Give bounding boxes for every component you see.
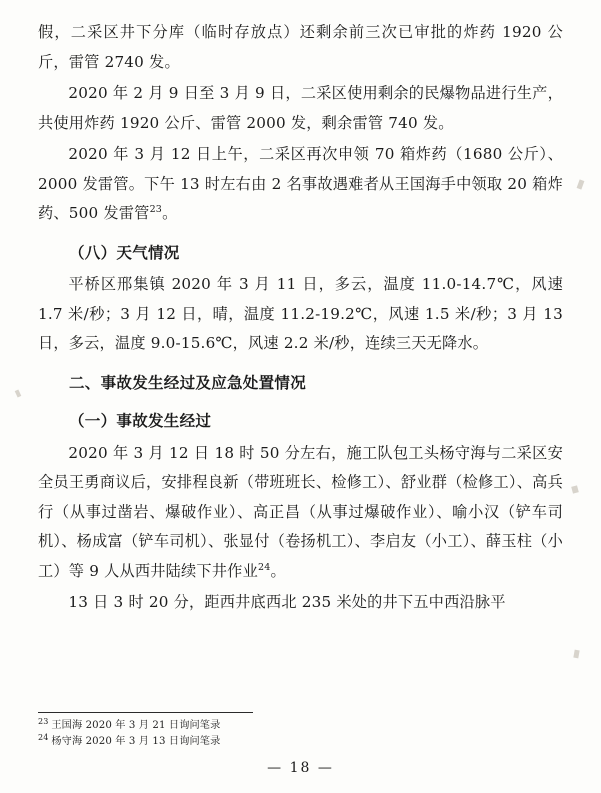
document-body (38, 18, 563, 620)
scan-artifact-mark (573, 650, 579, 659)
section-heading-weather: （八）天气情况 (69, 242, 180, 262)
page-number: — 18 — (267, 760, 334, 776)
paragraph-text: 2020 年 3 月 12 日上午，二采区再次申领 70 箱炸药（1680 公斤）、2000 发雷管。下午 13 时左右由 2 名事故遇难者从王国海手中领取 20 箱炸药、500 发雷管 (38, 145, 563, 222)
footnote-text: 杨守海 2020 年 3 月 13 日询问笔录 (51, 736, 221, 747)
paragraph (38, 79, 563, 138)
paragraph: 2020 年 3 月 12 日 18 时 50 分左右，施工队包工头杨守海与二采区安全员王勇商议后，安排程良新（带班班长、检修工）、舒业群（检修工）、高兵行（从事过凿岩、爆破作业）、高正昌（从事过爆破作业）、喻小汉（铲车司机）、杨成富（铲车司机）、张显付（卷扬机工）、李启友（小工）、薛玉柱（小工）等 9 人从西井陆续下井作业$^{24}$。 (38, 443, 563, 580)
footnote-divider (38, 712, 253, 713)
footnote-reference[interactable]: 24 (257, 561, 271, 573)
scan-artifact-mark (577, 179, 585, 189)
footnote-marker: 24 (38, 732, 49, 742)
paragraph: 2020 年 3 月 12 日上午，二采区再次申领 70 箱炸药（1680 公斤）、2000 发雷管。下午 13 时左右由 2 名事故遇难者从王国海手中领取 20 箱炸药、500 发雷管$^{23}$。 (38, 145, 563, 222)
paragraph-text: 平桥区邢集镇 2020 年 3 月 11 日，多云，温度 11.0-14.7℃，风速 1.7 米/秒；3 月 12 日，晴，温度 11.2-19.2℃，风速 1.5 米/秒；3 月 13 日，多云，温度 9.0-15.6℃，风速 2.2 米/秒，连续三天无降水。 (38, 275, 563, 352)
paragraph (38, 270, 563, 359)
section-heading-accident: 二、事故发生经过及应急处置情况 (69, 372, 307, 392)
scan-artifact-mark (571, 485, 579, 493)
footnote-text: 王国海 2020 年 3 月 21 日询问笔录 (51, 720, 221, 731)
subsection-heading-process: （一）事故发生经过 (69, 411, 212, 430)
paragraph-text: 2020 年 3 月 12 日 18 时 50 分左右，施工队包工头杨守海与二采区安全员王勇商议后，安排程良新（带班班长、检修工）、舒业群（检修工）、高兵行（从事过凿岩、爆破作业）、高正昌（从事过爆破作业）、喻小汉（铲车司机）、杨成富（铲车司机）、张显付（卷扬机工）、李启友（小工）、薛玉柱（小工）等 9 人从西井陆续下井作业 (38, 443, 563, 580)
footnote-reference[interactable]: 23 (149, 203, 163, 215)
footnote-marker: 23 (38, 716, 49, 726)
paragraph-text: 13 日 3 时 20 分，距西井底西北 235 米处的井下五中西沿脉平 (68, 593, 506, 611)
footnote-list (38, 718, 438, 750)
paragraph-text: 假，二采区井下分库（临时存放点）还剩余前三次已审批的炸药 1920 公斤，雷管 2740 发。 (38, 23, 563, 71)
footnote-item (38, 718, 438, 734)
footnote-item (38, 734, 438, 750)
paragraph (38, 588, 563, 618)
paragraph (38, 18, 563, 77)
paragraph-text: 2020 年 2 月 9 日至 3 月 9 日，二采区使用剩余的民爆物品进行生产，共使用炸药 1920 公斤、雷管 2000 发，剩余雷管 740 发。 (38, 84, 563, 132)
scan-artifact-mark (15, 389, 22, 397)
